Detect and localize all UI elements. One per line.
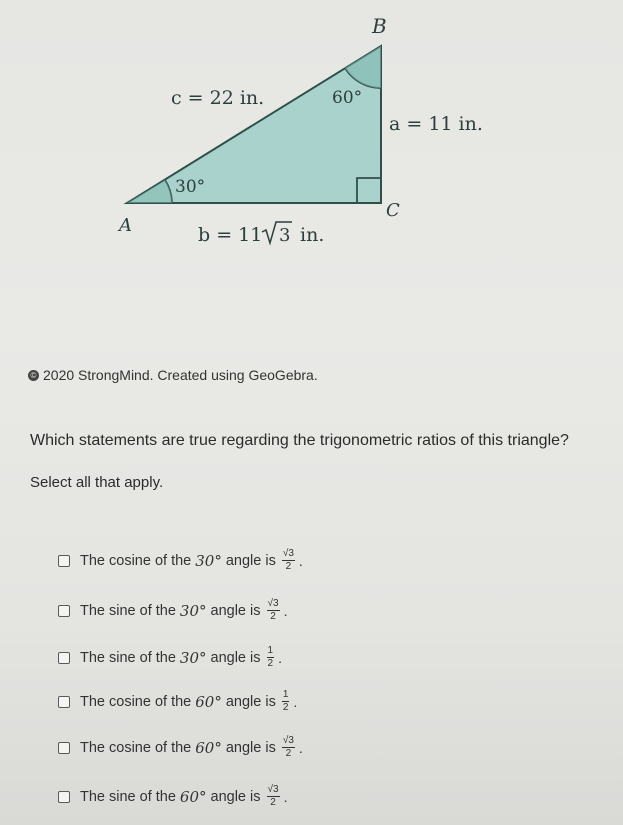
copyright-icon: © xyxy=(28,370,39,381)
triangle-diagram xyxy=(0,0,623,250)
option-3-denominator: 2 xyxy=(267,658,274,669)
option-1-checkbox[interactable] xyxy=(58,555,70,567)
option-3[interactable] xyxy=(58,646,282,669)
option-5-fraction xyxy=(282,736,295,759)
option-5-text xyxy=(80,736,303,759)
vertex-c-label: C xyxy=(386,200,400,221)
option-1-fraction xyxy=(282,549,295,572)
option-6-denominator: 2 xyxy=(270,797,276,808)
option-5-numerator: √3 xyxy=(282,735,294,746)
option-5-after: angle is xyxy=(225,739,276,756)
option-6-before: The sine of the xyxy=(80,788,176,805)
option-4-numerator: 1 xyxy=(282,689,289,700)
instruction-text: Select all that apply. xyxy=(30,474,164,491)
option-6-checkbox[interactable] xyxy=(58,791,70,803)
option-1[interactable] xyxy=(58,549,303,572)
option-3-text xyxy=(80,646,282,669)
option-2-after: angle is xyxy=(210,602,261,619)
option-2-before: The sine of the xyxy=(80,602,176,619)
option-3-trail: . xyxy=(278,649,282,666)
side-b-label xyxy=(198,222,324,246)
option-4-before: The cosine of the xyxy=(80,693,192,710)
angle-a-label: 30° xyxy=(175,177,206,197)
option-2[interactable] xyxy=(58,599,287,622)
option-4-denominator: 2 xyxy=(282,702,289,713)
option-6-after: angle is xyxy=(210,788,261,805)
option-2-checkbox[interactable] xyxy=(58,605,70,617)
option-5-denominator: 2 xyxy=(285,748,292,759)
option-2-denominator: 2 xyxy=(270,611,276,622)
option-1-after: angle is xyxy=(225,552,276,569)
option-6-numerator: √3 xyxy=(267,784,279,795)
option-2-fraction xyxy=(267,599,280,622)
option-5-before: The cosine of the xyxy=(80,739,192,756)
side-b-unit: in. xyxy=(294,224,325,246)
option-4-angle: 60° xyxy=(195,692,222,711)
side-b-radicand: 3 xyxy=(279,225,291,246)
option-1-text xyxy=(80,549,303,572)
option-6-angle: 60° xyxy=(179,787,207,806)
option-4-after: angle is xyxy=(225,693,276,710)
option-2-angle: 30° xyxy=(179,601,207,620)
option-3-checkbox[interactable] xyxy=(58,652,70,664)
option-4-checkbox[interactable] xyxy=(58,696,70,708)
option-5-angle: 60° xyxy=(195,738,222,757)
option-4[interactable] xyxy=(58,690,297,713)
option-2-trail: . xyxy=(283,602,288,619)
option-3-fraction xyxy=(267,646,275,669)
option-1-before: The cosine of the xyxy=(80,552,192,569)
angle-b-label: 60° xyxy=(332,88,363,108)
option-3-after: angle is xyxy=(210,649,261,666)
option-2-numerator: √3 xyxy=(267,598,279,609)
option-5[interactable] xyxy=(58,736,303,759)
option-4-text xyxy=(80,690,297,713)
option-3-numerator: 1 xyxy=(267,645,274,656)
option-1-angle: 30° xyxy=(195,551,222,570)
credit-text: 2020 StrongMind. Created using GeoGebra. xyxy=(43,367,318,383)
option-1-numerator: √3 xyxy=(282,548,294,559)
angle-a-wedge xyxy=(127,180,172,203)
option-6-trail: . xyxy=(283,788,288,805)
question-text: Which statements are true regarding the trigonometric ratios of this triangle? xyxy=(30,432,569,449)
vertex-a-label: A xyxy=(119,215,132,236)
option-6[interactable] xyxy=(58,785,287,808)
triangle-figure xyxy=(0,0,623,250)
triangle-shape xyxy=(127,46,381,203)
option-4-trail: . xyxy=(293,693,298,710)
side-a-label: a = 11 in. xyxy=(389,113,483,135)
option-1-trail: . xyxy=(298,552,303,569)
option-6-fraction xyxy=(267,785,280,808)
option-3-before: The sine of the xyxy=(80,649,176,666)
figure-credit xyxy=(28,367,318,383)
option-1-denominator: 2 xyxy=(285,561,292,572)
option-5-trail: . xyxy=(298,739,303,756)
option-4-fraction xyxy=(282,690,290,713)
side-c-label: c = 22 in. xyxy=(171,87,265,109)
option-6-text xyxy=(80,785,287,808)
option-3-angle: 30° xyxy=(179,648,207,667)
option-2-text xyxy=(80,599,287,622)
option-5-checkbox[interactable] xyxy=(58,742,70,754)
vertex-b-label: B xyxy=(372,14,387,38)
side-b-prefix: b = 11 xyxy=(198,224,263,246)
